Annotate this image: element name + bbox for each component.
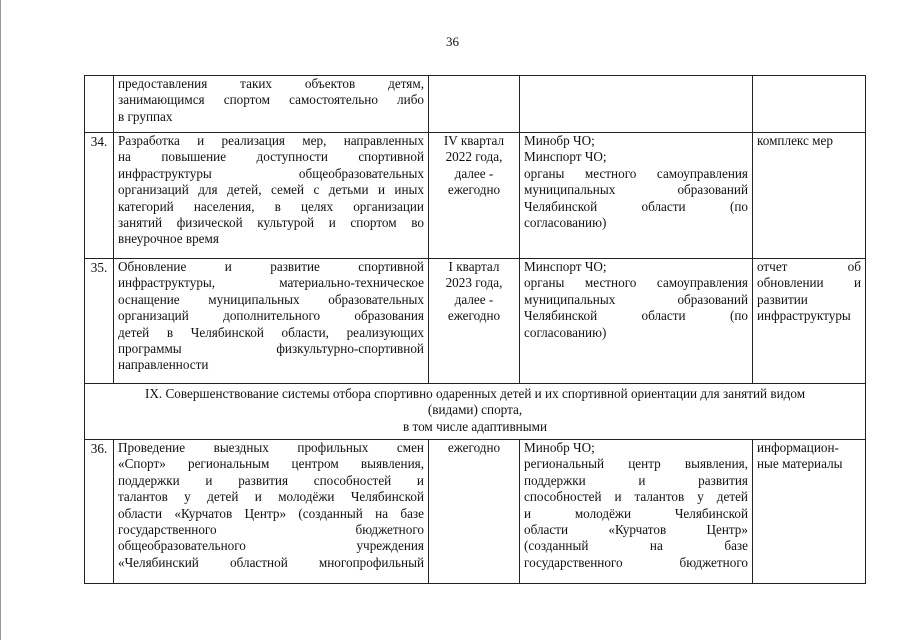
row-number: 36.: [85, 440, 114, 584]
executors-cell: [520, 76, 753, 133]
table-row-35: [85, 259, 866, 384]
result-cell: комплекс мер: [753, 133, 866, 259]
page-edge-line: [0, 0, 1, 640]
deadline-cell: ежегодно: [429, 440, 520, 584]
result-cell: информацион- ные материалы: [753, 440, 866, 584]
result-cell: отчет об обновлении и развитии инфраструктуры: [753, 259, 866, 384]
table-row-continuation: [85, 76, 866, 133]
section-header-row: [85, 384, 866, 440]
deadline-cell: IV квартал 2022 года, далее - ежегодно: [429, 133, 520, 259]
measures-table: [84, 75, 866, 584]
row-number: [85, 76, 114, 133]
deadline-cell: [429, 76, 520, 133]
table-row-34: [85, 133, 866, 259]
measure-cell: Проведение выездных профильных смен «Спорт» региональным центром выявления, поддержки и развития способностей и талантов у детей и молодёжи Челябинской области «Курчатов Центр» (созданный на базе государственного бюджетного общеобразовательного учреждения «Челябинский областной многопрофильный: [114, 440, 429, 584]
measure-cell: предоставления таких объектов детям, занимающимся спортом самостоятельно либо в группах: [114, 76, 429, 133]
page-number: 36: [446, 34, 459, 49]
measure-cell: Обновление и развитие спортивной инфраструктуры, материально-техническое оснащение муниципальных образовательных организаций дополнительного образования детей в Челябинской области, реализующих программы физкультурно-спортивной направленности: [114, 259, 429, 384]
row-number: 35.: [85, 259, 114, 384]
row-number: 34.: [85, 133, 114, 259]
table-row-36: [85, 440, 866, 584]
executors-cell: Минобр ЧО; региональный центр выявления, поддержки и развития способностей и талантов у детей и молодёжи Челябинской области «Курчатов Центр» (созданный на базе государственного бюджетного: [520, 440, 753, 584]
section-title: IX. Совершенствование системы отбора спортивно одаренных детей и их спортивной ориентации для занятий видом (видами) спорта, в том числе адаптивными: [85, 384, 866, 440]
executors-cell: Минобр ЧО; Минспорт ЧО; органы местного самоуправления муниципальных образований Челябинской области (по согласованию): [520, 133, 753, 259]
result-cell: [753, 76, 866, 133]
executors-cell: Минспорт ЧО; органы местного самоуправления муниципальных образований Челябинской области (по согласованию): [520, 259, 753, 384]
deadline-cell: I квартал 2023 года, далее - ежегодно: [429, 259, 520, 384]
measure-cell: Разработка и реализация мер, направленных на повышение доступности спортивной инфраструктуры общеобразовательных организаций для детей, семей с детьми и иных категорий населения, в целях организации занятий физической культурой и спортом во внеурочное время: [114, 133, 429, 259]
